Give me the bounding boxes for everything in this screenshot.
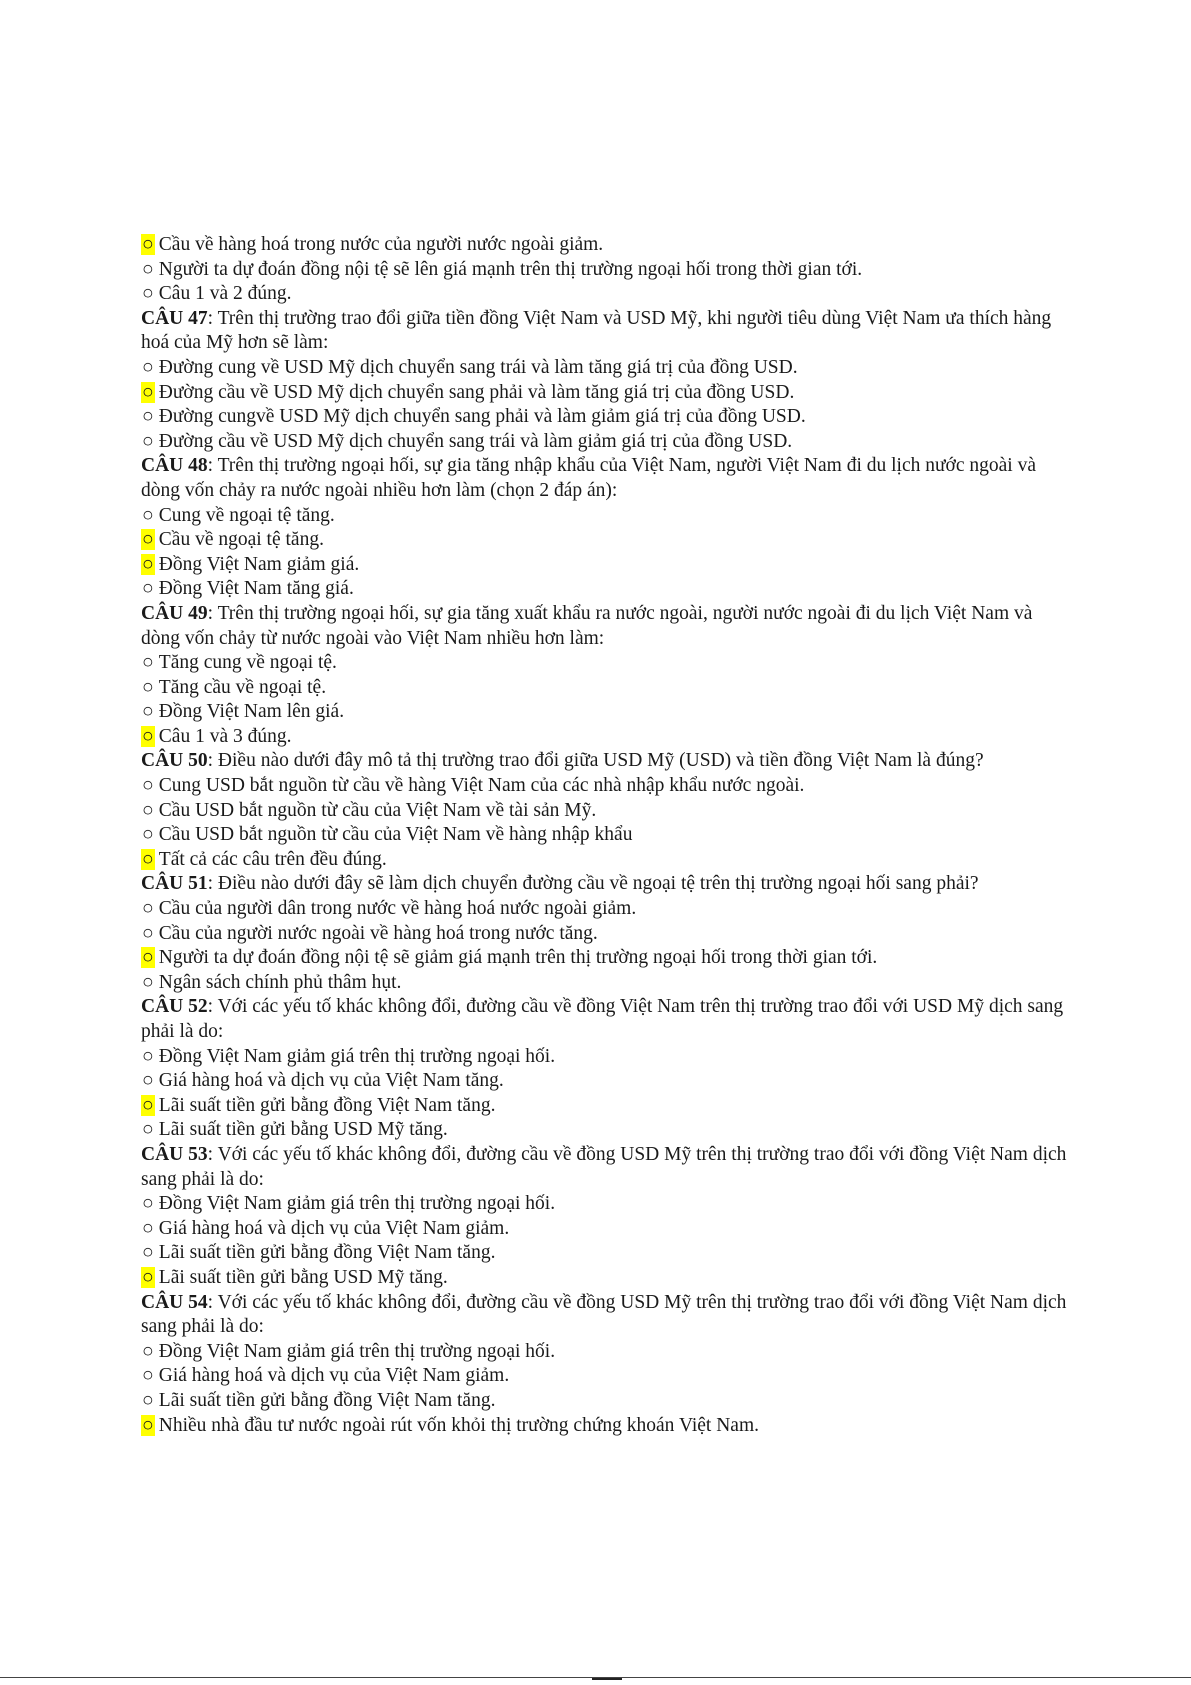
option-text: Nhiều nhà đầu tư nước ngoài rút vốn khỏi thị trường chứng khoán Việt Nam.: [158, 1414, 760, 1436]
question-number: CÂU 52: [141, 996, 208, 1018]
highlighted-circle-icon: ○: [142, 529, 154, 551]
question-stem: [141, 872, 1071, 897]
option-text: Giá hàng hoá và dịch vụ của Việt Nam giảm.: [158, 1217, 510, 1239]
answer-option-selected: [141, 381, 1071, 406]
circle-icon: ○: [142, 356, 154, 378]
circle-icon: ○: [142, 1242, 154, 1264]
question-text: : Với các yếu tố khác không đổi, đường cầu về đồng USD Mỹ trên thị trường trao đổi với đồng Việt Nam dịch sang phải là do:: [141, 1291, 1067, 1338]
highlighted-circle-icon: ○: [142, 234, 154, 255]
option-text: Lãi suất tiền gửi bằng đồng Việt Nam tăng.: [158, 1094, 496, 1116]
answer-option: [141, 1118, 1071, 1143]
answer-option: [141, 1364, 1071, 1389]
question-block: [141, 749, 1071, 872]
answer-option-selected: [141, 528, 1071, 553]
circle-icon: ○: [142, 824, 154, 846]
option-text: Người ta dự đoán đồng nội tệ sẽ lên giá mạnh trên thị trường ngoại hối trong thời gian tới.: [158, 258, 863, 280]
option-text: Tất cả các câu trên đều đúng.: [158, 848, 387, 870]
answer-option: [141, 700, 1071, 725]
option-text: Cầu về ngoại tệ tăng.: [158, 529, 324, 551]
answer-option: [141, 897, 1071, 922]
answer-option: [141, 651, 1071, 676]
circle-icon: ○: [142, 799, 154, 821]
circle-icon: ○: [142, 652, 154, 674]
question-block: [141, 1143, 1071, 1291]
question-text: : Điều nào dưới đây mô tả thị trường trao đổi giữa USD Mỹ (USD) và tiền đồng Việt Nam là đúng?: [207, 750, 984, 772]
answer-option: [141, 430, 1071, 455]
answer-option: [141, 1217, 1071, 1242]
question-stem: [141, 749, 1071, 774]
option-text: Lãi suất tiền gửi bằng USD Mỹ tăng.: [158, 1266, 448, 1288]
question-list: [141, 307, 1071, 1438]
option-text: Câu 1 và 3 đúng.: [158, 725, 292, 747]
answer-option: [141, 282, 1071, 307]
option-text: Cung về ngoại tệ tăng.: [158, 504, 335, 526]
highlighted-circle-icon: ○: [142, 553, 154, 575]
question-stem: [141, 602, 1071, 651]
option-text: Câu 1 và 2 đúng.: [158, 283, 292, 305]
question-number: CÂU 53: [141, 1143, 208, 1165]
circle-icon: ○: [142, 258, 154, 280]
question-stem: [141, 307, 1071, 356]
answer-option: [141, 1340, 1071, 1365]
question-block: [141, 454, 1071, 602]
answer-option: [141, 577, 1071, 602]
lead-options: [141, 233, 1071, 307]
answer-option: [141, 356, 1071, 381]
question-number: CÂU 49: [141, 602, 208, 624]
answer-option: [141, 823, 1071, 848]
answer-option-selected: [141, 1094, 1071, 1119]
question-text: : Trên thị trường ngoại hối, sự gia tăng nhập khẩu của Việt Nam, người Việt Nam đi du lịch nước ngoài và dòng vốn chảy ra nước ngoài nhiều hơn làm (chọn 2 đáp án):: [141, 455, 1036, 501]
answer-option: [141, 258, 1071, 283]
circle-icon: ○: [142, 1119, 154, 1141]
question-text: : Với các yếu tố khác không đổi, đường cầu về đồng Việt Nam trên thị trường trao đổi với USD Mỹ dịch sang phải là do:: [141, 996, 1064, 1042]
answer-option-selected: [141, 1414, 1071, 1439]
option-text: Người ta dự đoán đồng nội tệ sẽ giảm giá mạnh trên thị trường ngoại hối trong thời gian tới.: [158, 947, 878, 969]
answer-option-selected: [141, 946, 1071, 971]
circle-icon: ○: [142, 578, 154, 600]
document-body: [141, 233, 1071, 1438]
question-stem: [141, 995, 1071, 1044]
highlighted-circle-icon: ○: [142, 1266, 154, 1288]
question-text: : Điều nào dưới đây sẽ làm dịch chuyển đường cầu về ngoại tệ trên thị trường ngoại hối sang phải?: [207, 873, 979, 895]
question-number: CÂU 50: [141, 750, 208, 772]
question-stem: [141, 1291, 1071, 1340]
circle-icon: ○: [142, 1193, 154, 1215]
option-text: Ngân sách chính phủ thâm hụt.: [158, 971, 402, 993]
question-block: [141, 1291, 1071, 1439]
option-text: Đường cầu về USD Mỹ dịch chuyển sang trái và làm giảm giá trị của đồng USD.: [158, 430, 793, 452]
option-text: Cầu USD bắt nguồn từ cầu của Việt Nam về tài sản Mỹ.: [158, 799, 597, 821]
option-text: Đồng Việt Nam giảm giá trên thị trường ngoại hối.: [158, 1193, 556, 1215]
option-text: Tăng cầu về ngoại tệ.: [158, 676, 327, 698]
answer-option-selected: [141, 725, 1071, 750]
answer-option: [141, 676, 1071, 701]
question-stem: [141, 454, 1071, 503]
answer-option: [141, 1389, 1071, 1414]
option-text: Lãi suất tiền gửi bằng đồng Việt Nam tăng.: [158, 1389, 496, 1411]
highlighted-circle-icon: ○: [142, 725, 154, 747]
answer-option: [141, 1045, 1071, 1070]
option-text: Cầu về hàng hoá trong nước của người nước ngoài giảm.: [158, 234, 604, 255]
answer-option: [141, 1069, 1071, 1094]
option-text: Giá hàng hoá và dịch vụ của Việt Nam giảm.: [158, 1365, 510, 1387]
circle-icon: ○: [142, 1045, 154, 1067]
option-text: Cầu USD bắt nguồn từ cầu của Việt Nam về hàng nhập khẩu: [158, 824, 633, 846]
question-number: CÂU 47: [141, 307, 208, 329]
option-text: Đường cầu về USD Mỹ dịch chuyển sang phải và làm tăng giá trị của đồng USD.: [158, 381, 795, 403]
question-block: [141, 307, 1071, 455]
circle-icon: ○: [142, 898, 154, 920]
question-block: [141, 872, 1071, 995]
circle-icon: ○: [142, 1389, 154, 1411]
answer-option-selected: [141, 553, 1071, 578]
highlighted-circle-icon: ○: [142, 381, 154, 403]
highlighted-circle-icon: ○: [142, 1094, 154, 1116]
option-text: Giá hàng hoá và dịch vụ của Việt Nam tăng.: [158, 1070, 504, 1092]
question-text: : Trên thị trường ngoại hối, sự gia tăng xuất khẩu ra nước ngoài, người nước ngoài đi du lịch Việt Nam và dòng vốn chảy từ nước ngoài vào Việt Nam nhiều hơn làm:: [141, 602, 1033, 649]
circle-icon: ○: [142, 504, 154, 526]
question-number: CÂU 51: [141, 873, 208, 895]
circle-icon: ○: [142, 971, 154, 993]
answer-option-selected: [141, 848, 1071, 873]
option-text: Tăng cung về ngoại tệ.: [158, 652, 337, 674]
circle-icon: ○: [142, 1070, 154, 1092]
circle-icon: ○: [142, 406, 154, 428]
page-footer-mark: [592, 1672, 622, 1680]
answer-option: [141, 504, 1071, 529]
option-text: Lãi suất tiền gửi bằng USD Mỹ tăng.: [158, 1119, 448, 1141]
circle-icon: ○: [142, 775, 154, 797]
option-text: Đồng Việt Nam lên giá.: [158, 701, 345, 723]
option-text: Cung USD bắt nguồn từ cầu về hàng Việt Nam của các nhà nhập khẩu nước ngoài.: [158, 775, 805, 797]
answer-option: [141, 774, 1071, 799]
answer-option: [141, 922, 1071, 947]
answer-option: [141, 971, 1071, 996]
circle-icon: ○: [142, 1340, 154, 1362]
option-text: Đồng Việt Nam giảm giá.: [158, 553, 360, 575]
answer-option-selected: [141, 1266, 1071, 1291]
circle-icon: ○: [142, 922, 154, 944]
answer-option: [141, 405, 1071, 430]
circle-icon: ○: [142, 283, 154, 305]
question-text: : Trên thị trường trao đổi giữa tiền đồng Việt Nam và USD Mỹ, khi người tiêu dùng Việt Nam ưa thích hàng hoá của Mỹ hơn sẽ làm:: [141, 307, 1052, 354]
question-block: [141, 602, 1071, 750]
question-number: CÂU 54: [141, 1291, 208, 1313]
question-block: [141, 995, 1071, 1143]
option-text: Đồng Việt Nam giảm giá trên thị trường ngoại hối.: [158, 1045, 556, 1067]
option-text: Đường cung về USD Mỹ dịch chuyển sang trái và làm tăng giá trị của đồng USD.: [158, 356, 798, 378]
circle-icon: ○: [142, 701, 154, 723]
option-text: Đường cungvề USD Mỹ dịch chuyển sang phải và làm giảm giá trị của đồng USD.: [158, 406, 806, 428]
circle-icon: ○: [142, 676, 154, 698]
option-text: Lãi suất tiền gửi bằng đồng Việt Nam tăng.: [158, 1242, 496, 1264]
highlighted-circle-icon: ○: [142, 947, 154, 969]
option-text: Cầu của người nước ngoài về hàng hoá trong nước tăng.: [158, 922, 598, 944]
option-text: Đồng Việt Nam giảm giá trên thị trường ngoại hối.: [158, 1340, 556, 1362]
question-number: CÂU 48: [141, 455, 208, 477]
answer-option: [141, 1241, 1071, 1266]
question-text: : Với các yếu tố khác không đổi, đường cầu về đồng USD Mỹ trên thị trường trao đổi với đồng Việt Nam dịch sang phải là do:: [141, 1143, 1067, 1190]
answer-option-selected: [141, 233, 1071, 258]
highlighted-circle-icon: ○: [142, 848, 154, 870]
circle-icon: ○: [142, 430, 154, 452]
question-stem: [141, 1143, 1071, 1192]
circle-icon: ○: [142, 1365, 154, 1387]
circle-icon: ○: [142, 1217, 154, 1239]
option-text: Cầu của người dân trong nước về hàng hoá nước ngoài giảm.: [158, 898, 637, 920]
option-text: Đồng Việt Nam tăng giá.: [158, 578, 354, 600]
highlighted-circle-icon: ○: [142, 1414, 154, 1436]
answer-option: [141, 1192, 1071, 1217]
answer-option: [141, 799, 1071, 824]
